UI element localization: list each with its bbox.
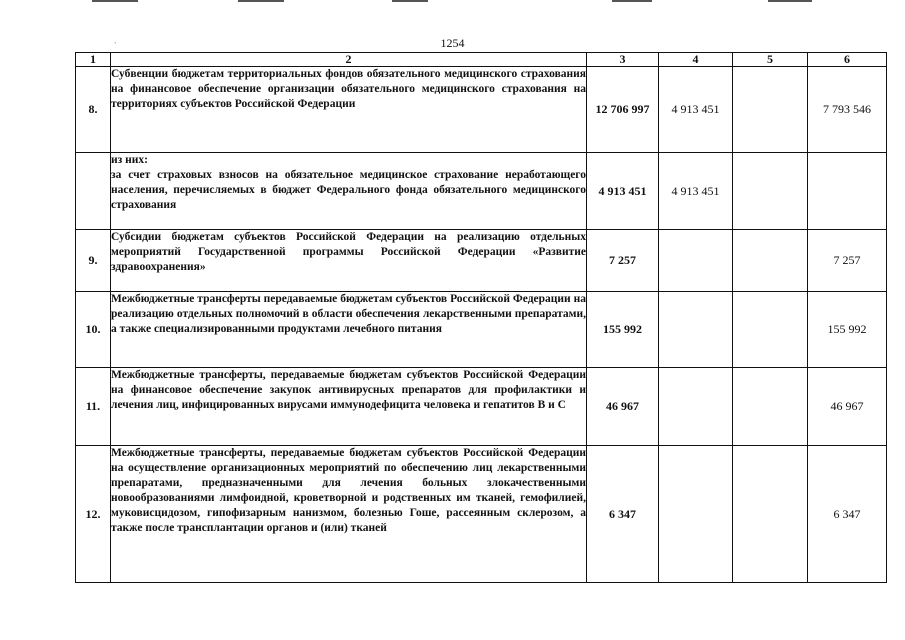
value-col-3: 7 257 (587, 230, 659, 292)
table-row (76, 292, 887, 368)
value-col-5 (733, 153, 808, 230)
value-col-3: 155 992 (587, 292, 659, 368)
header-col-5: 5 (733, 53, 808, 67)
value-col-6: 7 257 (808, 230, 887, 292)
page-number: 1254 (440, 36, 465, 50)
header-col-4: 4 (659, 53, 733, 67)
row-description-cell (111, 230, 587, 292)
value-col-4 (659, 446, 733, 583)
row-description-cell (111, 446, 587, 583)
row-description: Межбюджетные трансферты, передаваемые бюджетам субъектов Российской Федерации на финансовое обеспечение закупок антивирусных препаратов для профилактики и лечения лиц, инфицированных вирусами иммунодефицита человека и гепатитов В и С (111, 369, 586, 411)
value-col-3: 46 967 (587, 368, 659, 446)
value-col-4 (659, 292, 733, 368)
row-number: 8. (76, 67, 111, 153)
table-row (76, 67, 887, 153)
table-row (76, 153, 887, 230)
row-number: 11. (76, 368, 111, 446)
row-description-cell (111, 292, 587, 368)
row-description-cell (111, 67, 587, 153)
value-col-5 (733, 230, 808, 292)
value-col-5 (733, 368, 808, 446)
scan-edge-line (768, 0, 812, 2)
value-col-4 (659, 230, 733, 292)
row-description (111, 153, 586, 213)
budget-table (75, 52, 887, 583)
header-col-3: 3 (587, 53, 659, 67)
subitem-heading: из них: за счет страховых взносов на обязательное медицинское страхование неработающего населения, перечисляемых в бюджет Федерального фонда обязательного медицинского страхования (111, 154, 586, 211)
table-row (76, 368, 887, 446)
row-number: 10. (76, 292, 111, 368)
row-description: Субвенции бюджетам территориальных фондов обязательного медицинского страхования на финансовое обеспечение организации обязательного медицинского страхования на территориях субъектов Российской Федерации (111, 68, 586, 110)
value-col-6: 46 967 (808, 368, 887, 446)
value-col-6: 6 347 (808, 446, 887, 583)
value-col-5 (733, 446, 808, 583)
row-description: Межбюджетные трансферты передаваемые бюджетам субъектов Российской Федерации на реализацию отдельных полномочий в области обеспечения лекарственными препаратами, а также специализированными продуктами лечебного питания (111, 293, 586, 335)
table-row (76, 230, 887, 292)
row-description: Межбюджетные трансферты, передаваемые бюджетам субъектов Российской Федерации на осуществление организационных мероприятий по обеспечению лиц лекарственными препаратами, предназначенными для лечения больных злокачественными новообразованиями лимфоидной, кроветворной и родственных им тканей, гемофилией, муковисцидозом, гипофизарным нанизмом, болезнью Гоше, рассеянным склерозом, а также после трансплантации органов и (или) тканей (111, 447, 586, 534)
value-col-6 (808, 153, 887, 230)
row-number: 9. (76, 230, 111, 292)
scan-edge-line (612, 0, 652, 2)
value-col-5 (733, 67, 808, 153)
row-number (76, 153, 111, 230)
table-row (76, 446, 887, 583)
value-col-4: 4 913 451 (659, 153, 733, 230)
value-col-3: 12 706 997 (587, 67, 659, 153)
header-col-2: 2 (111, 53, 587, 67)
header-col-1: 1 (76, 53, 111, 67)
value-col-5 (733, 292, 808, 368)
table-body (76, 67, 887, 583)
scan-edge-line (392, 0, 428, 2)
row-description: Субсидии бюджетам субъектов Российской Федерации на реализацию отдельных мероприятий Государственной программы Российской Федерации «Развитие здравоохранения» (111, 231, 586, 273)
header-row (76, 53, 887, 67)
value-col-3: 4 913 451 (587, 153, 659, 230)
table-header (76, 53, 887, 67)
value-col-4: 4 913 451 (659, 67, 733, 153)
value-col-6: 7 793 546 (808, 67, 887, 153)
header-col-6: 6 (808, 53, 887, 67)
scan-edge-line (238, 0, 284, 2)
scan-edge-line (92, 0, 138, 2)
scan-speck: ˋ (114, 41, 117, 50)
row-description-cell (111, 153, 587, 230)
value-col-3: 6 347 (587, 446, 659, 583)
value-col-4 (659, 368, 733, 446)
value-col-6: 155 992 (808, 292, 887, 368)
row-description-cell (111, 368, 587, 446)
row-number: 12. (76, 446, 111, 583)
